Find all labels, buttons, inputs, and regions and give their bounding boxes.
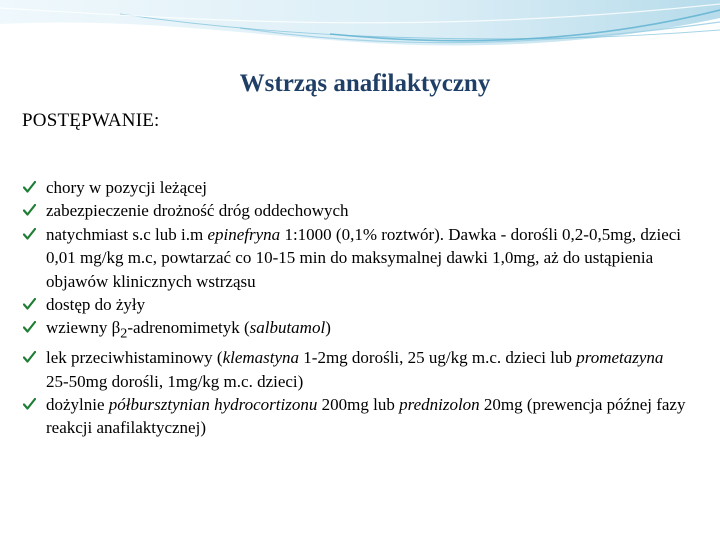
item-text: dostęp do żyły — [46, 295, 146, 315]
item-text: 200mg lub — [317, 395, 400, 415]
drug-name: epinefryna — [207, 224, 281, 244]
drug-name: salbutamol — [249, 318, 326, 338]
list-item — [22, 176, 690, 199]
list-item — [22, 223, 690, 293]
subscript: 2 — [120, 325, 128, 342]
checkmark-icon — [23, 176, 39, 199]
item-text: wziewny β — [46, 318, 121, 338]
list-item — [22, 199, 690, 222]
checkmark-icon — [23, 199, 39, 222]
drug-name: prednizolon — [399, 395, 480, 415]
item-text: -adrenomimetyk ( — [127, 318, 250, 338]
drug-name: prometazyna — [576, 348, 664, 368]
list-item — [22, 393, 690, 440]
list-item — [22, 293, 690, 316]
item-text: 1:1000 (0,1% roztwór). Dawka - dorośli 0,2-0,5mg, dzieci 0,01 mg/kg m.c, powtarzać co 10-15 min do maksymalnej dawki 1,0mg, aż do ustąpienia objawów klinicznych wstrząsu — [46, 224, 682, 291]
checkmark-icon — [23, 346, 39, 369]
item-text: ) — [325, 318, 331, 338]
list-item — [22, 346, 690, 393]
item-text: 20mg (prewencja późnej fazy reakcji anafilaktycznej) — [46, 395, 686, 438]
item-text: zabezpieczenie drożność dróg oddechowych — [46, 201, 349, 221]
procedure-list — [22, 176, 690, 440]
item-text: 1-2mg dorośli, 25 ug/kg m.c. dzieci lub — [299, 348, 577, 368]
checkmark-icon — [23, 223, 39, 246]
drug-name: klemastyna — [222, 348, 300, 368]
item-text: lek przeciwhistaminowy ( — [46, 348, 223, 368]
slide-subtitle: POSTĘPWANIE: — [22, 110, 160, 131]
checkmark-icon — [23, 316, 39, 339]
item-text: 25-50mg dorośli, 1mg/kg m.c. dzieci) — [46, 371, 304, 391]
item-text: dożylnie — [46, 395, 109, 415]
checkmark-icon — [23, 393, 39, 416]
item-text: chory w pozycji leżącej — [46, 178, 207, 197]
slide-title: Wstrząs anafilaktyczny — [239, 70, 491, 97]
checkmark-icon — [23, 293, 39, 316]
wave-decoration — [0, 0, 720, 60]
drug-name: półbursztynian hydrocortizonu — [108, 395, 318, 415]
item-text: natychmiast s.c lub i.m — [46, 224, 208, 244]
list-item — [22, 316, 690, 346]
